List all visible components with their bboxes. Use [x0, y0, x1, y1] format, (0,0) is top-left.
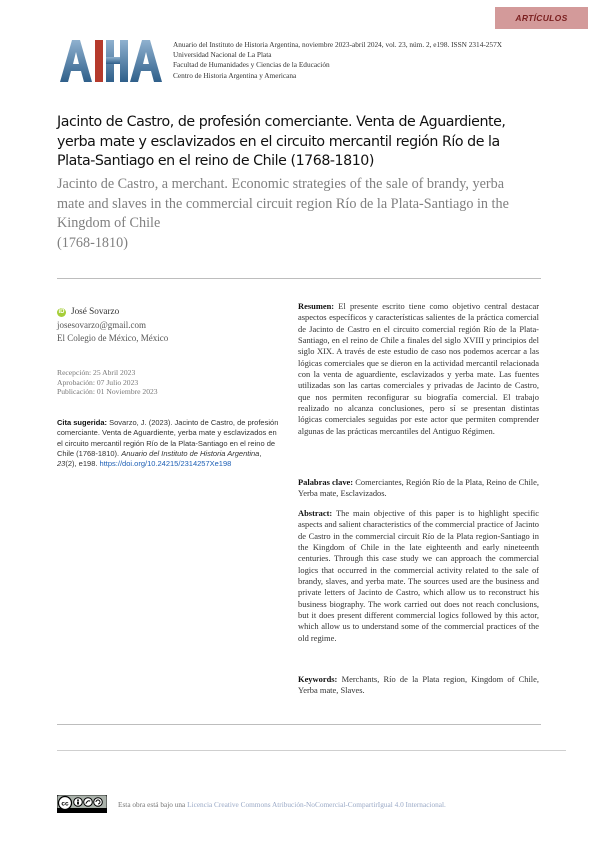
- keywords-text: Merchants, Río de la Plata region, Kingdom of Chile, Yerba mate, Slaves.: [298, 674, 539, 696]
- citation-text: Sovarzo, J. (2023). Jacinto de Castro, de profesión comerciante. Venta de Aguardiente, yerba mate y esclavizados en el circuito mercantil región Río de la Plata-Santiago en el reino de Chile (1768-1810).: [57, 418, 279, 458]
- title-es-line: Jacinto de Castro, de profesión comerciante. Venta de Aguardiente,: [57, 114, 506, 130]
- suggested-citation: Cita sugerida: Sovarzo, J. (2023). Jacinto de Castro, de profesión comerciante. Venta de Aguardiente, yerba mate y esclavizados en el circuito mercantil región Río de la Plata-Santiago en el reino de Chile (1768-1810). Anuario del Instituto de Historia Argentina, 23(2), e198. https://doi.org/10.24215/2314257Xe198: [57, 418, 279, 469]
- title-en-line: Kingdom of Chile: [57, 215, 161, 231]
- abstract-label: Abstract:: [298, 508, 333, 518]
- publication-dates: [57, 368, 158, 397]
- citation-journal: Anuario del Instituto de Historia Argentina: [121, 448, 260, 458]
- title-en-line: mate and slaves in the commercial circuit region Río de la Plata-Santiago in the: [57, 195, 509, 212]
- date-approved: Aprobación: 07 Julio 2023: [57, 377, 139, 387]
- license-link[interactable]: Licencia Creative Commons Atribución-NoComercial-CompartirIgual 4.0 Internacional.: [187, 800, 446, 809]
- journal-header-line: Anuario del Instituto de Historia Argentina, noviembre 2023-abril 2024, vol. 23, núm. 2, e198. ISSN 2314-257X: [173, 40, 502, 49]
- citation-issue: (2), e198.: [65, 459, 98, 469]
- resumen-label: Resumen:: [298, 301, 335, 311]
- cc-icon-text: cc: [61, 800, 69, 808]
- citation-label: Cita sugerida:: [57, 418, 108, 427]
- author-block: [57, 301, 292, 345]
- orcid-icon[interactable]: iD: [58, 309, 65, 315]
- license-notice: [118, 800, 446, 809]
- article-title-spanish: [57, 113, 547, 172]
- keywords-section: [298, 674, 539, 697]
- citation-volume: 23: [57, 459, 66, 469]
- title-es-line: Plata-Santiago en el reino de Chile (1768-1810): [57, 153, 374, 169]
- abstract-text: The main objective of this paper is to highlight specific aspects and salient characteristics of the commercial practice of Jacinto de Castro in the commercial circuit Río de la Plata region-Santiago in the Kingdom of Chile in the late eighteenth and early nineteenth centuries. Through this case study we can approach the commercial logics that occurred in the commercial activity related to the sale of brandy, slaves, and yerba mate. The sources used are the business and private letters of Jacinto de Castro, which allow us to reconstruct his business biography. The work carried out does not reach conclusions, but it does present different commercial logics followed by this actor, which allow us to understand some of the commercial practices of the old regime.: [298, 508, 539, 643]
- resumen-section: [298, 301, 539, 437]
- journal-header-line: Facultad de Humanidades y Ciencias de la Educación: [173, 60, 330, 70]
- section-badge: ARTÍCULOS: [495, 7, 588, 29]
- journal-header-line: Centro de Historia Argentina y Americana: [173, 70, 297, 80]
- creative-commons-icon[interactable]: [57, 795, 107, 813]
- keywords-label: Keywords:: [298, 674, 338, 684]
- license-prefix: Esta obra está bajo una: [118, 800, 188, 809]
- palabras-clave-label: Palabras clave:: [298, 477, 354, 487]
- footer-divider: [57, 750, 566, 751]
- date-published: Publicación: 01 Noviembre 2023: [57, 387, 158, 397]
- palabras-clave-text: Comerciantes, Región Río de la Plata, Reino de Chile, Yerba mate, Esclavizados.: [298, 477, 540, 499]
- title-es-line: yerba mate y esclavizados en el circuito mercantil región Río de la: [57, 133, 500, 150]
- author-name: José Sovarzo: [71, 306, 120, 316]
- content-divider: [57, 724, 541, 725]
- journal-header-line: Universidad Nacional de La Plata: [173, 50, 272, 60]
- journal-header: [173, 40, 588, 81]
- title-en-line: Jacinto de Castro, a merchant. Economic strategies of the sale of brandy, yerba: [57, 176, 505, 192]
- title-en-line: (1768-1810): [57, 234, 128, 251]
- citation-doi-link[interactable]: https://doi.org/10.24215/2314257Xe198: [99, 459, 232, 469]
- title-divider: [57, 278, 541, 279]
- palabras-clave-section: [298, 477, 539, 500]
- author-email[interactable]: josesovarzo@gmail.com: [57, 320, 147, 330]
- date-received: Recepción: 25 Abril 2023: [57, 368, 136, 377]
- resumen-text: El presente escrito tiene como objetivo central destacar aspectos específicos y características salientes de la práctica comercial de Jacinto de Castro en el circuito comercial región Río de la Plata- Santiago, en el reino de Chile a finales del siglo XVIII y principios del siglo XIX. A través de este estudio de caso nos podemos acercar a las lógicas comerciales que se dieron en la actividad mercantil relacionada con la venta de aguardiente, esclavizados y yerba mate. Las fuentes utilizadas son las cartas comerciales y privadas de Jacinto de Castro, que nos permiten reconfigurar su biografía comercial. El trabajo realizado no alcanza conclusiones, pero sí se presentan distintas lógicas comerciales seguidas por este actor que permiten comprender algunas de las prácticas mercantiles del Antiguo Régimen.: [298, 301, 540, 436]
- author-affiliation: El Colegio de México, México: [57, 333, 169, 343]
- journal-logo: [58, 38, 162, 84]
- abstract-section: [298, 508, 539, 644]
- article-title-english: [57, 175, 552, 253]
